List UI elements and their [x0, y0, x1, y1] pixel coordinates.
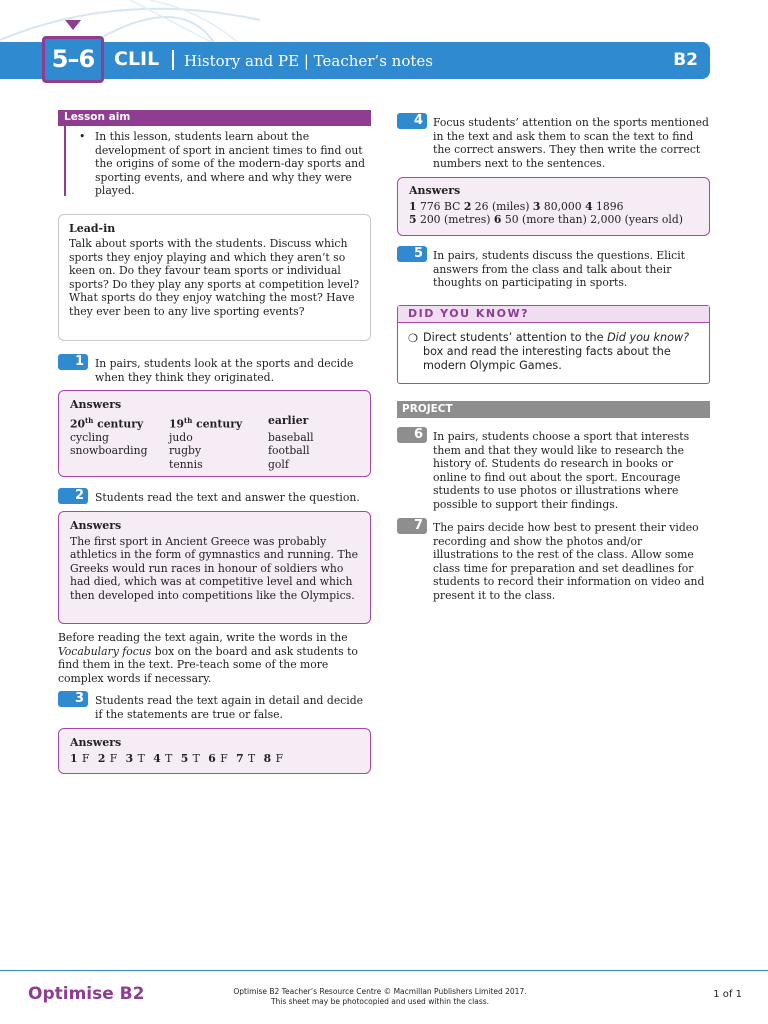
did-you-know-box: [397, 305, 710, 384]
level-label: B2: [673, 50, 698, 70]
bullet-icon: •: [79, 130, 86, 143]
answer-cell: football: [268, 444, 310, 458]
lead-in-text: Talk about sports with the students. Discuss which sports they enjoy playing and which they aren’t so keen on. Do they favour team sports or individual sports? Do they play any sports at competition level? What sports do they enjoy watching the most? Have they ever been to any live sporting events?: [69, 237, 360, 318]
did-you-know-heading: DID YOU KNOW?: [398, 306, 709, 323]
page-title: History and PE | Teacher’s notes: [184, 52, 433, 70]
step-number-3: 3: [58, 691, 88, 707]
header-divider: [172, 50, 174, 70]
step-number-1: 1: [58, 354, 88, 370]
lead-in-box: [58, 214, 371, 341]
answer-text: The first sport in Ancient Greece was probably athletics in the form of gymnastics and running. The Greeks would run races in honour of soldiers who had died, which was at competitive level and which then developed into competitions like the Olympics.: [70, 534, 359, 602]
answer-cell: baseball: [268, 430, 314, 444]
step-text-5: In pairs, students discuss the questions. Elicit answers from the class and talk about their thoughts on participating in sports.: [433, 249, 686, 289]
answers-heading: Answers: [70, 519, 122, 532]
triangle-marker-icon: [65, 20, 81, 30]
answer-cell: snowboarding: [70, 444, 148, 458]
answers-box-3: [58, 728, 371, 774]
answer-cell: golf: [268, 457, 289, 471]
step-text-7: The pairs decide how best to present their video recording and show the photos and/or illustrations to the rest of the class. Allow some class time for preparation and set deadlines for students to record their information on video and present it to the class.: [433, 521, 705, 602]
lesson-aim-text: [79, 130, 372, 198]
answer-cell: rugby: [169, 444, 202, 458]
answers-heading: Answers: [70, 398, 122, 411]
step-number-2: 2: [58, 488, 88, 504]
column-header-earlier: earlier: [268, 413, 309, 427]
unit-badge: 5–6: [42, 36, 104, 83]
answers-box-2: [58, 511, 371, 624]
answer-cell: cycling: [70, 430, 109, 444]
page-number: 1 of 1: [713, 989, 742, 1000]
bullet-circle-icon: ❍: [408, 332, 419, 345]
step-text-4: Focus students’ attention on the sports mentioned in the text and ask them to scan the text to find the correct answers. They then write the correct numbers next to the sentences.: [433, 116, 709, 170]
answer-cell: [70, 458, 169, 472]
answer-cell: tennis: [169, 457, 203, 471]
column-header-19th: 19th century: [169, 415, 243, 431]
answer-cell: judo: [169, 430, 193, 444]
answers-heading: Answers: [70, 736, 122, 749]
true-false-answers: 1 F 2 F 3 T 4 T 5 T 6 F 7 T 8 F: [70, 751, 284, 765]
header-decoration: [0, 0, 768, 44]
before-reading-text: Before reading the text again, write the words in the Vocabulary focus box on the board and ask students to find them in the text. Pre-teach some of the more complex words if necessary.: [58, 631, 358, 685]
answers-box-1: [58, 390, 371, 477]
step-text-2: Students read the text and answer the question.: [95, 491, 360, 504]
lesson-aim-rule: [64, 126, 66, 196]
step-number-7: 7: [397, 518, 427, 534]
footer-rule: [0, 970, 768, 971]
step-number-6: 6: [397, 427, 427, 443]
brand-logo-text: Optimise B2: [28, 984, 145, 1004]
step-number-4: 4: [397, 113, 427, 129]
project-label: PROJECT: [397, 401, 710, 418]
header-bar: [0, 42, 710, 79]
copyright-notice: Optimise B2 Teacher’s Resource Centre © Macmillan Publishers Limited 2017. This sheet may be photocopied and used within the class.: [233, 987, 527, 1006]
subject-label: CLIL: [114, 48, 160, 70]
answers-heading: Answers: [409, 184, 461, 197]
lesson-aim-label: Lesson aim: [58, 110, 371, 126]
answers-line-2: 5 200 (metres) 6 50 (more than) 2,000 (years old): [409, 213, 683, 226]
answers-box-4: [397, 177, 710, 236]
lesson-aim-bullet: In this lesson, students learn about the development of sport in ancient times to find out the origins of some of the modern-day sports and sporting events, and where and why they were played.: [95, 130, 366, 197]
lead-in-heading: Lead-in: [69, 222, 116, 235]
step-number-5: 5: [397, 246, 427, 262]
did-you-know-text: ❍ Direct students’ attention to the Did you know? box and read the interesting facts about the modern Olympic Games.: [408, 331, 690, 372]
step-text-1: In pairs, students look at the sports and decide when they think they originated.: [95, 357, 354, 384]
column-header-20th: 20th century: [70, 415, 144, 431]
answers-line-1: 1 776 BC 2 26 (miles) 3 80,000 4 1896: [409, 199, 624, 213]
step-text-3: Students read the text again in detail and decide if the statements are true or false.: [95, 694, 364, 721]
step-text-6: In pairs, students choose a sport that interests them and that they would like to research the history of. Students do research in books or online to find out about the sport. Encourage students to use photos or illustrations where possible to support their findings.: [433, 430, 690, 511]
